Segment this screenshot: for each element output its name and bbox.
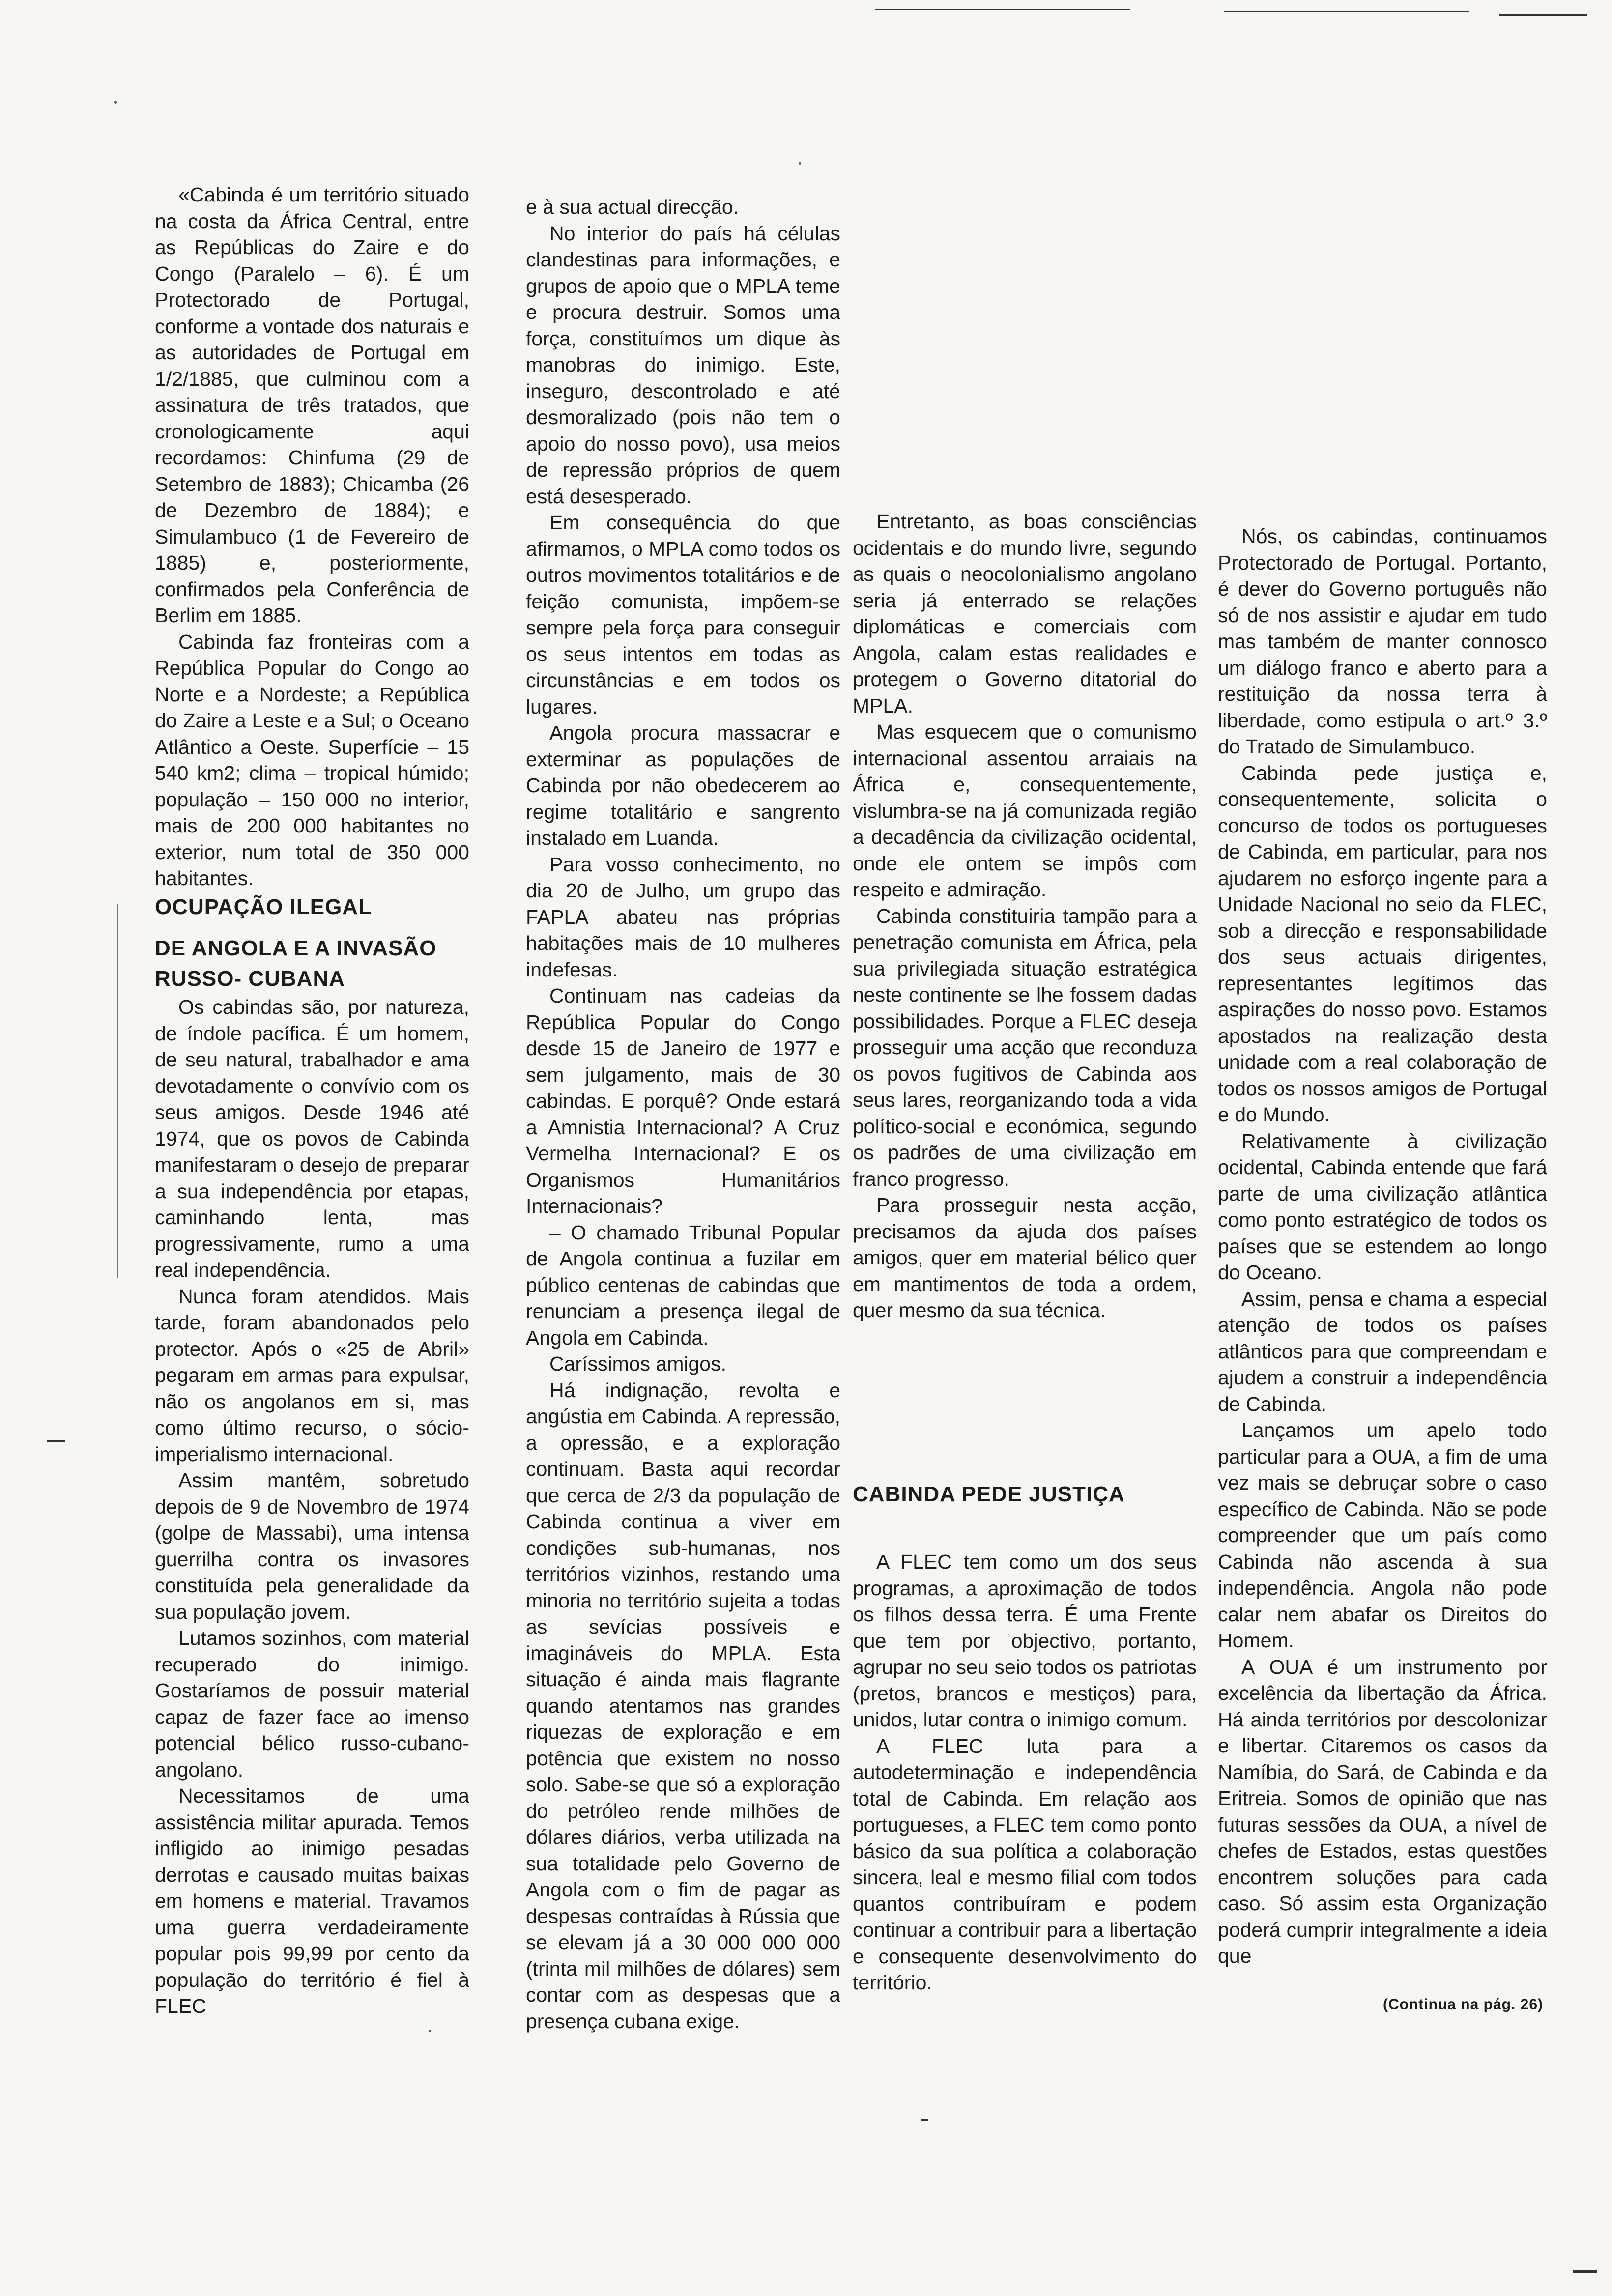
body-paragraph: Cabinda pede justiça e, consequentemente, solicita o concurso de todos os portugueses de Cabinda, em particular, para nos ajudarem no esforço ingente para a Unidade Nacional no seio da FLEC, sob a direcção e responsabilidade dos seus actuais dirigentes, representantes legítimos das aspirações do nosso povo. Estamos apostados na realização desta unidade com a real colaboração de todos os nossos amigos de Portugal e do Mundo. [1218, 761, 1547, 1126]
body-paragraph: Angola procura massacrar e exterminar as populações de Cabinda por não obedecerem ao regime totalitário e sangrento instalado em Luanda. [526, 721, 840, 849]
section-heading-cabinda-pede-justica [853, 1479, 1197, 1996]
top-rule-1 [875, 9, 1130, 10]
margin-mark-left [47, 1440, 65, 1442]
column-4 [1218, 523, 1547, 1970]
body-paragraph: A OUA é um instrumento por excelência da libertação da África. Há ainda territórios por descolonizar e libertar. Citaremos os casos da Namíbia, do Sará, de Cabinda e da Eritreia. Somos de opinião que nas futuras sessões da OUA, a nível de chefes de Estados, estas questões encontrem soluções para cada caso. Só assim esta Organização poderá cumprir integralmente a ideia que [1218, 1655, 1547, 1967]
continuation-note: (Continua na pág. 26) [1382, 1996, 1543, 2012]
scan-speck [114, 101, 117, 104]
body-paragraph: Nunca foram atendidos. Mais tarde, foram abandonados pelo protector. Após o «25 de Abril» pegaram em armas para expulsar, não os angolanos em si, mas como último recurso, o sócio-imperialismo internacional. [155, 1285, 469, 1465]
body-paragraph: A FLEC tem como um dos seus programas, a aproximação de todos os filhos dessa terra. É uma Frente que tem por objectivo, portanto, agrupar no seu seio todos os patriotas (pretos, brancos e mestiços) para, unidos, lutar contra o inimigo comum. [853, 1550, 1197, 1731]
body-paragraph: Para vosso conhecimento, no dia 20 de Julho, um grupo das FAPLA abateu nas próprias habitações mais de 10 mulheres indefesas. [526, 853, 840, 981]
section-heading-ocupacao [155, 892, 469, 2020]
heading-line: RUSSO- CUBANA [155, 967, 345, 991]
body-paragraph: Mas esquecem que o comunismo internacional assentou arraiais na África e, consequentemente, vislumbra-se na já comunizada região a decadência da civilização ocidental, onde ele ontem se impôs com respeito e admiração. [853, 720, 1197, 901]
scan-dash [921, 2119, 928, 2121]
body-paragraph: Em consequência do que afirmamos, o MPLA como todos os outros movimentos totalitários e de feição comunista, impõem-se sempre pela força para conseguir os seus intentos em todas as circunstâncias e em todos os lugares. [526, 511, 840, 718]
body-paragraph: Continuam nas cadeias da República Popular do Congo desde 15 de Janeiro de 1977 e sem julgamento, mais de 30 cabindas. E porquê? Onde estará a Amnistia Internacional? A Cruz Vermelha Internacional? E os Organismos Humanitários Internacionais? [526, 984, 840, 1217]
body-paragraph: – O chamado Tribunal Popular de Angola continua a fuzilar em público centenas de cabindas que renunciam a presença ilegal de Angola em Cabinda. [526, 1221, 840, 1349]
body-paragraph: e à sua actual direcção. [526, 196, 739, 218]
scan-speck [429, 2030, 431, 2032]
body-paragraph: Assim, pensa e chama a especial atenção de todos os países atlânticos para que compreendam e ajudem a construir a independência de Cabinda. [1218, 1287, 1547, 1415]
body-paragraph: Necessitamos de uma assistência militar apurada. Temos infligido ao inimigo pesadas derrotas e causado muitas baixas em homens e material. Travamos uma guerra verdadeiramente popular pois 99,99 por cento da população do território é fiel à FLEC [155, 1784, 469, 2017]
body-paragraph: Assim mantêm, sobretudo depois de 9 de Novembro de 1974 (golpe de Massabi), uma intensa guerrilha contra os invasores constituída pela generalidade da sua população jovem. [155, 1469, 469, 1623]
body-paragraph: Cabinda constituiria tampão para a penetração comunista em África, pela sua privilegiada situação estratégica neste continente se lhe fossem dadas possibilidades. Porque a FLEC deseja prosseguir uma acção que reconduza os povos fugitivos de Cabinda aos seus lares, reorganizando toda a vida político-social e económica, segundo os padrões de uma civilização em franco progresso. [853, 904, 1197, 1190]
top-rule-3 [1499, 14, 1587, 16]
body-paragraph: Relativamente à civilização ocidental, Cabinda entende que fará parte de uma civilização atlântica como ponto estratégico de todos os países que se estendem ao longo do Oceano. [1218, 1129, 1547, 1284]
body-paragraph: Há indignação, revolta e angústia em Cabinda. A repressão, a opressão, e a exploração continuam. Basta aqui recordar que cerca de 2/3 da população de Cabinda continua a viver em condições sub-humanas, nos territórios vizinhos, restando uma minoria no território sujeita a todas as sevícias possíveis e imagináveis do MPLA. Esta situação é ainda mais flagrante quando atentamos nas grandes riquezas de exploração e em potência que existem no nosso solo. Sabe-se que só a exploração do petróleo rende milhões de dólares diários, verba utilizada na sua totalidade pelo Governo de Angola com o fim de pagar as despesas contraídas à Rússia que se elevam já a 30 000 000 000 (trinta mil milhões de dólares) sem contar com as despesas que a presença cubana exige. [526, 1378, 840, 2033]
body-paragraph: Cabinda faz fronteiras com a República Popular do Congo ao Norte e a Nordeste; a República do Zaire a Leste e a Sul; o Oceano Atlântico a Oeste. Superfície – 15 540 km2; clima – tropical húmido; população – 150 000 no interior, mais de 200 000 habitantes no exterior, num total de 350 000 habitantes. [155, 630, 469, 890]
body-paragraph: No interior do país há células clandestinas para informações, e grupos de apoio que o MPLA teme e procura destruir. Somos uma força, constituímos um dique às manobras do inimigo. Este, inseguro, descontrolado e até desmoralizado (pois não tem o apoio do nosso povo), usa meios de repressão próprios de quem está desesperado. [526, 222, 840, 508]
body-paragraph: Nós, os cabindas, continuamos Protectorado de Portugal. Portanto, é dever do Governo português não só de nos assistir e ajudar em tudo mas também de manter connosco um diálogo franco e aberto para a restituição da nossa terra à liberdade, como estipula o art.º 3.º do Tratado de Simulambuco. [1218, 525, 1547, 758]
heading-line: DE ANGOLA E A INVASÃO [155, 936, 437, 960]
body-paragraph: Lançamos um apelo todo particular para a OUA, a fim de uma vez mais se debruçar sobre o caso específico de Cabinda. Não se pode compreender que um país como Cabinda não ascenda à sua independência. Angola não pode calar nem abafar os Direitos do Homem. [1218, 1419, 1547, 1652]
body-paragraph: Lutamos sozinhos, com material recuperado do inimigo. Gostaríamos de possuir material capaz de fazer face ao imenso potencial bélico russo-cubano-angolano. [155, 1627, 469, 1781]
body-paragraph: Para prosseguir nesta acção, precisamos da ajuda dos países amigos, quer em material bélico quer em mantimentos de toda a ordem, quer mesmo da sua técnica. [853, 1194, 1197, 1321]
scan-speck [799, 162, 801, 165]
intro-paragraph: «Cabinda é um território situado na costa da África Central, entre as Repúblicas do Zaire e do Congo (Paralelo – 6). É um Protectorado de Portugal, conforme a vontade dos naturais e as autoridades de Portugal em 1/2/1885, que culminou com a assinatura de três tratados, que cronologicamente aqui recordamos: Chinfuma (29 de Setembro de 1883); Chicamba (26 de Dezembro de 1884); e Simulambuco (1 de Fevereiro de 1885) e, posteriormente, confirmados pela Conferência de Berlim em 1885. [155, 183, 469, 627]
column-3 [853, 509, 1197, 1324]
body-paragraph: Entretanto, as boas consciências ocidentais e do mundo livre, segundo as quais o neocolonialismo angolano seria já enterrado se relações diplomáticas e comerciais com Angola, calam estas realidades e protegem o Governo ditatorial do MPLA. [853, 510, 1197, 717]
body-paragraph: Os cabindas são, por natureza, de índole pacífica. É um homem, de seu natural, trabalhador e ama devotadamente o convívio com os seus amigos. Desde 1946 até 1974, que os povos de Cabinda manifestaram o desejo de preparar a sua independência por etapas, caminhando lenta, mas progressivamente, rumo a uma real independência. [155, 996, 469, 1281]
body-paragraph: Caríssimos amigos. [549, 1352, 726, 1375]
column-2 [526, 194, 840, 2035]
heading-line: CABINDA PEDE JUSTIÇA [853, 1482, 1125, 1506]
column-1 [155, 182, 469, 892]
body-paragraph: A FLEC luta para a autodeterminação e independência total de Cabinda. Em relação aos portugueses, a FLEC tem como ponto básico da sua política a colaboração sincera, leal e mesmo filial com todos quantos contribuíram e podem continuar a contribuir para a libertação e consequente desenvolvimento do território. [853, 1734, 1197, 1994]
heading-line: OCUPAÇÃO ILEGAL [155, 895, 372, 919]
top-rule-2 [1224, 11, 1469, 12]
margin-mark-right [1573, 2270, 1597, 2273]
column-edge-mark [117, 904, 118, 1278]
